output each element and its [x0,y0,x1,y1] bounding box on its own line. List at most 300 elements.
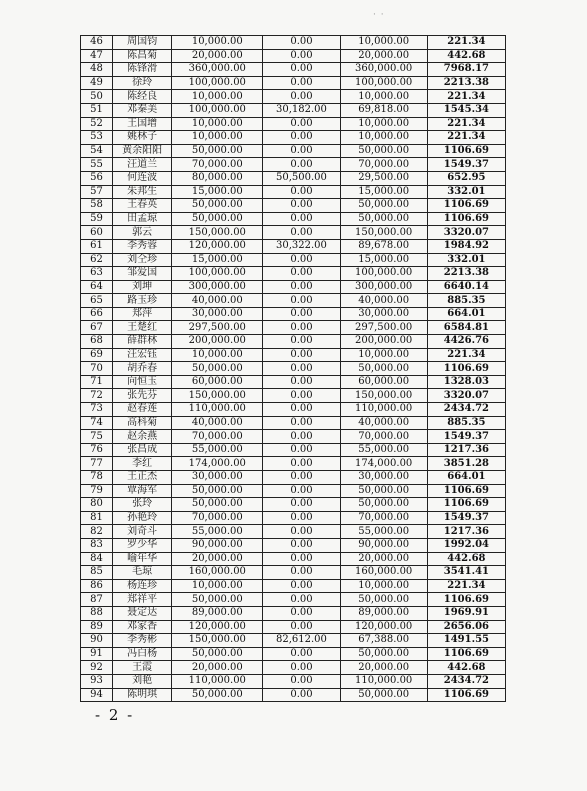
table-row [81,280,506,294]
row-number: 48 [81,63,113,77]
amount-result: 6584.81 [427,321,505,335]
amount-net: 297,500.00 [340,321,427,335]
amount-net: 10,000.00 [340,131,427,145]
amount-net: 89,678.00 [340,239,427,253]
amount-total: 160,000.00 [172,566,263,580]
amount-net: 50,000.00 [340,362,427,376]
table-row [81,348,506,362]
amount-total: 20,000.00 [172,49,263,63]
amount-deducted: 0.00 [263,280,340,294]
amount-total: 80,000.00 [172,171,263,185]
amount-deducted: 0.00 [263,131,340,145]
table-row [81,606,506,620]
person-name: 周国钧 [113,36,172,50]
row-number: 65 [81,294,113,308]
amount-result: 1217.36 [427,443,505,457]
amount-total: 150,000.00 [172,389,263,403]
row-number: 94 [81,688,113,702]
amount-result: 442.68 [427,552,505,566]
amount-net: 67,388.00 [340,634,427,648]
amount-total: 40,000.00 [172,416,263,430]
amount-net: 89,000.00 [340,606,427,620]
amount-deducted: 0.00 [263,307,340,321]
table-row [81,239,506,253]
person-name: 李秀彬 [113,634,172,648]
table-row [81,661,506,675]
amount-deducted: 0.00 [263,158,340,172]
row-number: 73 [81,403,113,417]
person-name: 罗少华 [113,538,172,552]
table-row [81,620,506,634]
amount-deducted: 0.00 [263,49,340,63]
amount-result: 664.01 [427,471,505,485]
amount-net: 30,000.00 [340,471,427,485]
person-name: 薛群林 [113,335,172,349]
row-number: 77 [81,457,113,471]
corner-mark: · · [373,10,385,20]
row-number: 93 [81,674,113,688]
person-name: 杨连珍 [113,579,172,593]
amount-result: 1106.69 [427,593,505,607]
person-name: 陈昌菊 [113,49,172,63]
amount-net: 120,000.00 [340,620,427,634]
row-number: 92 [81,661,113,675]
row-number: 90 [81,634,113,648]
amount-result: 221.34 [427,36,505,50]
amount-total: 70,000.00 [172,511,263,525]
amount-net: 70,000.00 [340,511,427,525]
amount-net: 300,000.00 [340,280,427,294]
row-number: 66 [81,307,113,321]
amount-deducted: 0.00 [263,606,340,620]
row-number: 91 [81,647,113,661]
amount-result: 1106.69 [427,199,505,213]
person-name: 路玉珍 [113,294,172,308]
row-number: 51 [81,103,113,117]
amount-result: 221.34 [427,579,505,593]
amount-total: 20,000.00 [172,661,263,675]
amount-result: 221.34 [427,90,505,104]
table-row [81,443,506,457]
person-name: 张玲 [113,498,172,512]
amount-deducted: 0.00 [263,212,340,226]
amount-total: 40,000.00 [172,294,263,308]
amount-result: 6640.14 [427,280,505,294]
row-number: 58 [81,199,113,213]
amount-net: 20,000.00 [340,552,427,566]
amount-net: 160,000.00 [340,566,427,580]
amount-result: 1106.69 [427,498,505,512]
amount-total: 10,000.00 [172,348,263,362]
row-number: 47 [81,49,113,63]
table-row [81,76,506,90]
amount-net: 10,000.00 [340,90,427,104]
table-row [81,267,506,281]
table-row [81,90,506,104]
person-name: 李秀蓉 [113,239,172,253]
table-row [81,403,506,417]
amount-deducted: 0.00 [263,76,340,90]
table-row [81,511,506,525]
table-row [81,416,506,430]
amount-result: 3320.07 [427,226,505,240]
amount-net: 360,000.00 [340,63,427,77]
person-name: 王国增 [113,117,172,131]
amount-deducted: 0.00 [263,552,340,566]
row-number: 60 [81,226,113,240]
amount-result: 1328.03 [427,375,505,389]
table-row [81,294,506,308]
table-row [81,674,506,688]
amount-net: 50,000.00 [340,647,427,661]
amount-result: 3320.07 [427,389,505,403]
amount-total: 60,000.00 [172,375,263,389]
amount-net: 100,000.00 [340,267,427,281]
amount-net: 150,000.00 [340,389,427,403]
amount-deducted: 0.00 [263,348,340,362]
amount-deducted: 0.00 [263,117,340,131]
row-number: 57 [81,185,113,199]
amount-deducted: 0.00 [263,457,340,471]
person-name: 高科菊 [113,416,172,430]
amount-total: 120,000.00 [172,620,263,634]
person-name: 姚林子 [113,131,172,145]
amount-net: 20,000.00 [340,661,427,675]
table-row [81,171,506,185]
person-name: 陈锋滑 [113,63,172,77]
person-name: 郑萍 [113,307,172,321]
amount-deducted: 0.00 [263,688,340,702]
amount-deducted: 0.00 [263,90,340,104]
row-number: 52 [81,117,113,131]
amount-net: 20,000.00 [340,49,427,63]
amount-deducted: 0.00 [263,199,340,213]
table-row [81,49,506,63]
amount-net: 40,000.00 [340,416,427,430]
amount-result: 442.68 [427,49,505,63]
amount-result: 221.34 [427,117,505,131]
amount-total: 100,000.00 [172,76,263,90]
person-name: 冯白杨 [113,647,172,661]
amount-deducted: 0.00 [263,185,340,199]
row-number: 63 [81,267,113,281]
amount-net: 55,000.00 [340,443,427,457]
amount-net: 150,000.00 [340,226,427,240]
row-number: 62 [81,253,113,267]
amount-net: 50,000.00 [340,484,427,498]
amount-net: 10,000.00 [340,36,427,50]
amount-net: 10,000.00 [340,348,427,362]
row-number: 84 [81,552,113,566]
amount-deducted: 0.00 [263,620,340,634]
table-row [81,199,506,213]
person-name: 向恒玉 [113,375,172,389]
amount-total: 360,000.00 [172,63,263,77]
amount-deducted: 0.00 [263,511,340,525]
table-row [81,538,506,552]
table-row [81,647,506,661]
table-row [81,226,506,240]
amount-result: 3851.28 [427,457,505,471]
amount-total: 20,000.00 [172,552,263,566]
amount-result: 2213.38 [427,76,505,90]
amount-result: 442.68 [427,661,505,675]
amount-total: 50,000.00 [172,212,263,226]
amount-deducted: 0.00 [263,647,340,661]
amount-deducted: 0.00 [263,294,340,308]
person-name: 陈经良 [113,90,172,104]
row-number: 76 [81,443,113,457]
person-name: 田孟琼 [113,212,172,226]
amount-total: 174,000.00 [172,457,263,471]
amount-total: 10,000.00 [172,131,263,145]
person-name: 朱邦生 [113,185,172,199]
amount-total: 55,000.00 [172,525,263,539]
row-number: 68 [81,335,113,349]
row-number: 49 [81,76,113,90]
amount-total: 50,000.00 [172,647,263,661]
amount-total: 50,000.00 [172,593,263,607]
person-name: 徐玲 [113,76,172,90]
row-number: 86 [81,579,113,593]
person-name: 刘仝珍 [113,253,172,267]
amount-net: 29,500.00 [340,171,427,185]
amount-deducted: 0.00 [263,566,340,580]
person-name: 黄余阳阳 [113,144,172,158]
amount-net: 100,000.00 [340,76,427,90]
amount-total: 15,000.00 [172,253,263,267]
person-name: 孙艳玲 [113,511,172,525]
amount-net: 90,000.00 [340,538,427,552]
amount-result: 1549.37 [427,511,505,525]
amount-deducted: 0.00 [263,674,340,688]
person-name: 王春英 [113,199,172,213]
amount-total: 10,000.00 [172,36,263,50]
amount-result: 221.34 [427,348,505,362]
amount-result: 1106.69 [427,144,505,158]
table-row [81,63,506,77]
amount-deducted: 0.00 [263,267,340,281]
row-number: 64 [81,280,113,294]
table-row [81,389,506,403]
amount-net: 40,000.00 [340,294,427,308]
table-row [81,593,506,607]
amount-result: 885.35 [427,416,505,430]
person-name: 赵余燕 [113,430,172,444]
amount-result: 652.95 [427,171,505,185]
amount-total: 150,000.00 [172,226,263,240]
amount-result: 1217.36 [427,525,505,539]
amount-total: 10,000.00 [172,579,263,593]
amount-result: 2656.06 [427,620,505,634]
amount-total: 50,000.00 [172,144,263,158]
amount-total: 30,000.00 [172,471,263,485]
amount-result: 3541.41 [427,566,505,580]
row-number: 70 [81,362,113,376]
amount-net: 50,000.00 [340,199,427,213]
table-row [81,634,506,648]
table-row [81,457,506,471]
person-name: 覃海军 [113,484,172,498]
table-row [81,362,506,376]
row-number: 71 [81,375,113,389]
amount-total: 90,000.00 [172,538,263,552]
row-number: 69 [81,348,113,362]
amount-deducted: 0.00 [263,661,340,675]
row-number: 72 [81,389,113,403]
table-row [81,253,506,267]
row-number: 46 [81,36,113,50]
amount-deducted: 50,500.00 [263,171,340,185]
amount-total: 200,000.00 [172,335,263,349]
row-number: 85 [81,566,113,580]
amount-deducted: 0.00 [263,144,340,158]
row-number: 89 [81,620,113,634]
person-name: 邓秦美 [113,103,172,117]
person-name: 张先芬 [113,389,172,403]
row-number: 67 [81,321,113,335]
amount-result: 2213.38 [427,267,505,281]
row-number: 88 [81,606,113,620]
person-name: 刘坤 [113,280,172,294]
amount-deducted: 0.00 [263,226,340,240]
amount-total: 150,000.00 [172,634,263,648]
amount-result: 1545.34 [427,103,505,117]
row-number: 54 [81,144,113,158]
amount-total: 30,000.00 [172,307,263,321]
amount-total: 50,000.00 [172,498,263,512]
amount-result: 332.01 [427,185,505,199]
row-number: 79 [81,484,113,498]
amount-net: 50,000.00 [340,498,427,512]
row-number: 59 [81,212,113,226]
table-row [81,212,506,226]
amount-deducted: 0.00 [263,443,340,457]
amount-total: 70,000.00 [172,430,263,444]
table-row [81,579,506,593]
table-row [81,430,506,444]
person-name: 何连波 [113,171,172,185]
amount-deducted: 0.00 [263,525,340,539]
row-number: 61 [81,239,113,253]
person-name: 王正杰 [113,471,172,485]
amount-result: 1106.69 [427,688,505,702]
row-number: 81 [81,511,113,525]
amount-net: 55,000.00 [340,525,427,539]
row-number: 87 [81,593,113,607]
amount-net: 10,000.00 [340,579,427,593]
amount-result: 1969.91 [427,606,505,620]
amount-total: 70,000.00 [172,158,263,172]
amount-net: 69,818.00 [340,103,427,117]
row-number: 55 [81,158,113,172]
table-row [81,375,506,389]
person-name: 王霞 [113,661,172,675]
person-name: 聂定达 [113,606,172,620]
amount-net: 50,000.00 [340,593,427,607]
table-row [81,471,506,485]
amount-total: 297,500.00 [172,321,263,335]
table-row [81,321,506,335]
table-row [81,144,506,158]
amount-total: 89,000.00 [172,606,263,620]
amount-deducted: 0.00 [263,593,340,607]
amount-result: 1106.69 [427,647,505,661]
amount-net: 10,000.00 [340,117,427,131]
row-number: 56 [81,171,113,185]
row-number: 53 [81,131,113,145]
amount-deducted: 0.00 [263,335,340,349]
amount-deducted: 0.00 [263,579,340,593]
table-row [81,566,506,580]
amount-result: 1992.04 [427,538,505,552]
amount-deducted: 0.00 [263,538,340,552]
amount-total: 110,000.00 [172,674,263,688]
table-row [81,103,506,117]
amount-result: 1549.37 [427,158,505,172]
table-row [81,158,506,172]
amount-total: 50,000.00 [172,199,263,213]
table-row [81,335,506,349]
person-name: 赵春莲 [113,403,172,417]
person-name: 邹爱国 [113,267,172,281]
ledger-table [80,35,506,702]
page-number: - 2 - [95,706,135,724]
person-name: 喻年华 [113,552,172,566]
amount-total: 100,000.00 [172,103,263,117]
amount-deducted: 30,322.00 [263,239,340,253]
ledger-body [81,36,506,702]
amount-net: 30,000.00 [340,307,427,321]
row-number: 78 [81,471,113,485]
amount-deducted: 0.00 [263,362,340,376]
table-row [81,525,506,539]
amount-result: 7968.17 [427,63,505,77]
amount-result: 1491.55 [427,634,505,648]
amount-result: 1106.69 [427,212,505,226]
row-number: 50 [81,90,113,104]
amount-total: 50,000.00 [172,688,263,702]
amount-net: 174,000.00 [340,457,427,471]
row-number: 80 [81,498,113,512]
amount-net: 50,000.00 [340,144,427,158]
amount-total: 15,000.00 [172,185,263,199]
amount-total: 110,000.00 [172,403,263,417]
amount-total: 55,000.00 [172,443,263,457]
person-name: 张昌成 [113,443,172,457]
amount-deducted: 0.00 [263,416,340,430]
amount-net: 60,000.00 [340,375,427,389]
row-number: 83 [81,538,113,552]
amount-net: 50,000.00 [340,688,427,702]
person-name: 王楚红 [113,321,172,335]
amount-total: 120,000.00 [172,239,263,253]
amount-result: 1984.92 [427,239,505,253]
amount-result: 221.34 [427,131,505,145]
person-name: 郭云 [113,226,172,240]
amount-net: 70,000.00 [340,158,427,172]
table-row [81,131,506,145]
amount-deducted: 30,182.00 [263,103,340,117]
amount-deducted: 0.00 [263,389,340,403]
amount-total: 10,000.00 [172,90,263,104]
table-row [81,552,506,566]
amount-result: 4426.76 [427,335,505,349]
amount-result: 2434.72 [427,674,505,688]
amount-total: 50,000.00 [172,484,263,498]
amount-deducted: 0.00 [263,253,340,267]
table-row [81,688,506,702]
